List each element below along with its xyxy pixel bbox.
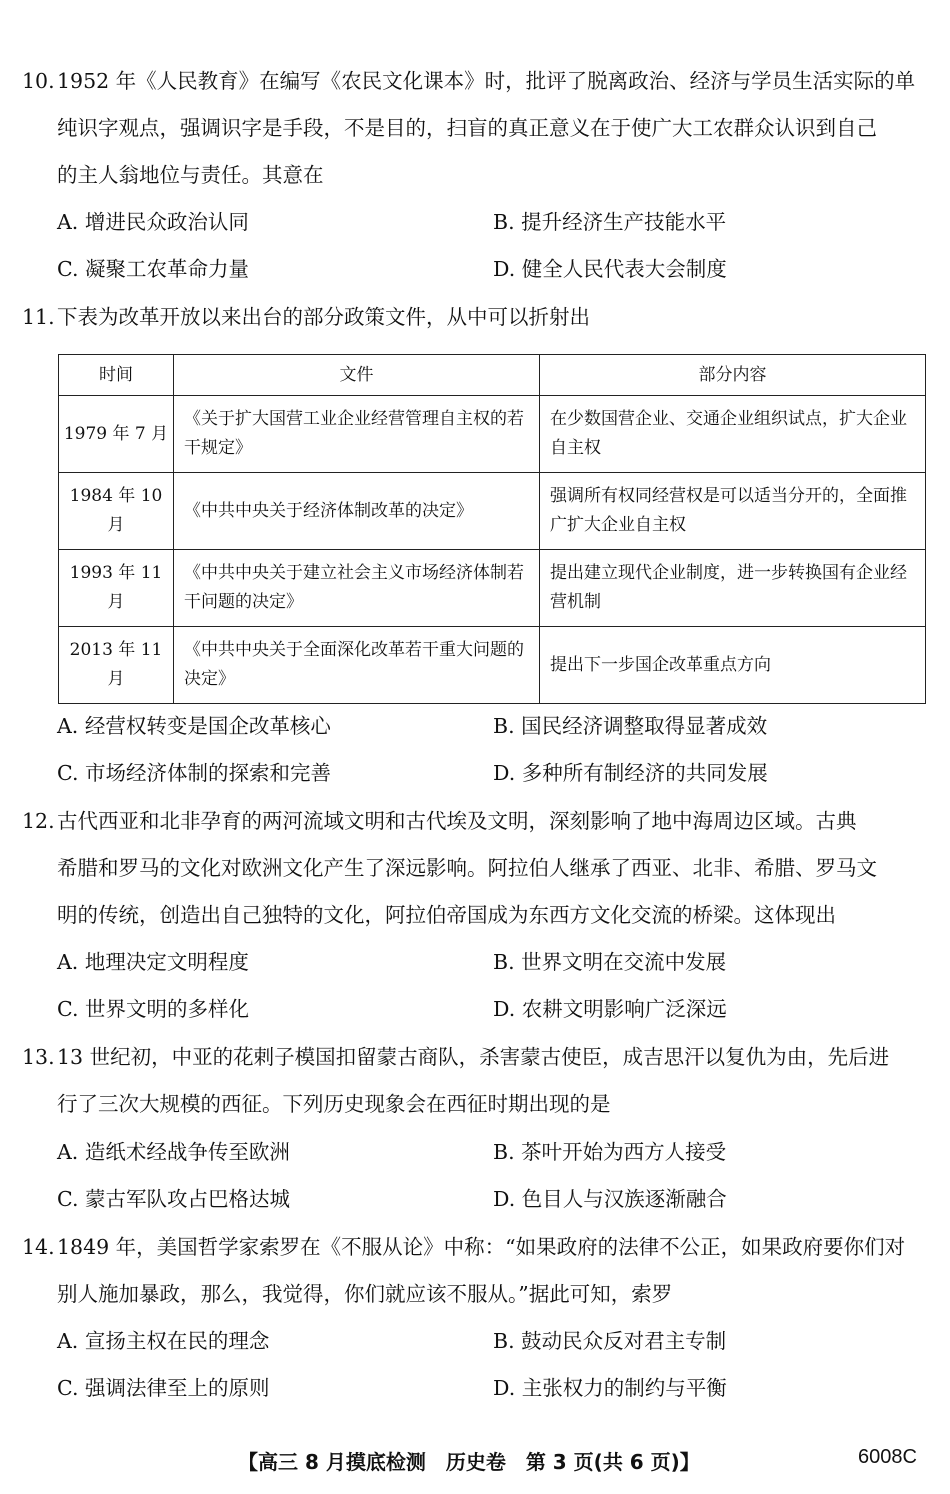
document-cell: 《中共中央关于经济体制改革的决定》 bbox=[174, 473, 540, 550]
content-cell: 提出下一步国企改革重点方向 bbox=[540, 627, 926, 704]
option-d[interactable]: D. 农耕文明影响广泛深远 bbox=[493, 997, 727, 1021]
document-cell: 《关于扩大国营工业企业经营管理自主权的若干规定》 bbox=[174, 396, 540, 473]
content-cell: 提出建立现代企业制度，进一步转换国有企业经营机制 bbox=[540, 550, 926, 627]
question-11-stem bbox=[22, 294, 934, 341]
option-a[interactable]: A. 造纸术经战争传至欧洲 bbox=[57, 1140, 290, 1164]
footer-exam-code: 6008C bbox=[858, 1446, 917, 1468]
option-c[interactable]: C. 市场经济体制的探索和完善 bbox=[57, 761, 331, 785]
question-13-stem bbox=[22, 1034, 934, 1128]
question-10-stem bbox=[22, 58, 934, 199]
time-cell: 1979 年 7 月 bbox=[59, 396, 174, 473]
option-d[interactable]: D. 健全人民代表大会制度 bbox=[493, 257, 727, 281]
question-number: 12. bbox=[22, 809, 55, 833]
table-header-row bbox=[59, 355, 926, 396]
question-text-line: 古代西亚和北非孕育的两河流域文明和古代埃及文明，深刻影响了地中海周边区域。古典 bbox=[57, 809, 857, 833]
question-text-line: 下表为改革开放以来出台的部分政策文件，从中可以折射出 bbox=[57, 305, 590, 329]
option-b[interactable]: B. 鼓动民众反对君主专制 bbox=[493, 1329, 727, 1353]
question-number: 10. bbox=[22, 69, 55, 93]
table-row bbox=[59, 473, 926, 550]
table-row bbox=[59, 550, 926, 627]
option-a[interactable]: A. 经营权转变是国企改革核心 bbox=[57, 714, 331, 738]
question-12-stem bbox=[22, 798, 934, 939]
question-text-line: 13 世纪初，中亚的花剌子模国扣留蒙古商队，杀害蒙古使臣，成吉思汗以复仇为由，先后进 bbox=[57, 1045, 890, 1069]
document-cell: 《中共中央关于全面深化改革若干重大问题的决定》 bbox=[174, 627, 540, 704]
question-text-line: 1952 年《人民教育》在编写《农民文化课本》时，批评了脱离政治、经济与学员生活实际的单 bbox=[57, 69, 916, 93]
time-cell: 1984 年 10 月 bbox=[59, 473, 174, 550]
option-b[interactable]: B. 国民经济调整取得显著成效 bbox=[493, 714, 768, 738]
footer-page-info: 【高三 8 月摸底检测 历史卷 第 3 页(共 6 页)】 bbox=[238, 1450, 700, 1474]
option-a[interactable]: A. 地理决定文明程度 bbox=[57, 950, 249, 974]
option-d[interactable]: D. 主张权力的制约与平衡 bbox=[493, 1376, 727, 1400]
option-d[interactable]: D. 色目人与汉族逐渐融合 bbox=[493, 1187, 727, 1211]
question-text-line: 希腊和罗马的文化对欧洲文化产生了深远影响。阿拉伯人继承了西亚、北非、希腊、罗马文 bbox=[57, 856, 877, 880]
option-b[interactable]: B. 茶叶开始为西方人接受 bbox=[493, 1140, 727, 1164]
option-c[interactable]: C. 蒙古军队攻占巴格达城 bbox=[57, 1187, 290, 1211]
content-cell: 在少数国营企业、交通企业组织试点，扩大企业自主权 bbox=[540, 396, 926, 473]
question-number: 14. bbox=[22, 1235, 55, 1259]
column-header: 时间 bbox=[59, 355, 174, 396]
question-text-line: 明的传统，创造出自己独特的文化，阿拉伯帝国成为东西方文化交流的桥梁。这体现出 bbox=[57, 903, 836, 927]
question-text-line: 纯识字观点，强调识字是手段，不是目的，扫盲的真正意义在于使广大工农群众认识到自己 bbox=[57, 116, 877, 140]
question-14-stem bbox=[22, 1224, 934, 1318]
column-header: 文件 bbox=[174, 355, 540, 396]
table-row bbox=[59, 627, 926, 704]
time-cell: 2013 年 11 月 bbox=[59, 627, 174, 704]
column-header: 部分内容 bbox=[540, 355, 926, 396]
question-text-line: 1849 年，美国哲学家索罗在《不服从论》中称：“如果政府的法律不公正，如果政府要你们对 bbox=[57, 1235, 906, 1259]
question-number: 13. bbox=[22, 1045, 55, 1069]
option-a[interactable]: A. 宣扬主权在民的理念 bbox=[57, 1329, 270, 1353]
question-text-line: 行了三次大规模的西征。下列历史现象会在西征时期出现的是 bbox=[57, 1092, 611, 1116]
option-b[interactable]: B. 提升经济生产技能水平 bbox=[493, 210, 727, 234]
table-row bbox=[59, 396, 926, 473]
option-c[interactable]: C. 强调法律至上的原则 bbox=[57, 1376, 270, 1400]
question-text-line: 的主人翁地位与责任。其意在 bbox=[57, 163, 324, 187]
option-b[interactable]: B. 世界文明在交流中发展 bbox=[493, 950, 727, 974]
option-c[interactable]: C. 凝聚工农革命力量 bbox=[57, 257, 249, 281]
option-a[interactable]: A. 增进民众政治认同 bbox=[57, 210, 249, 234]
document-cell: 《中共中央关于建立社会主义市场经济体制若干问题的决定》 bbox=[174, 550, 540, 627]
option-c[interactable]: C. 世界文明的多样化 bbox=[57, 997, 249, 1021]
content-cell: 强调所有权同经营权是可以适当分开的，全面推广扩大企业自主权 bbox=[540, 473, 926, 550]
question-number: 11. bbox=[22, 305, 55, 329]
question-text-line: 别人施加暴政，那么，我觉得，你们就应该不服从。”据此可知，索罗 bbox=[57, 1282, 673, 1306]
time-cell: 1993 年 11 月 bbox=[59, 550, 174, 627]
option-d[interactable]: D. 多种所有制经济的共同发展 bbox=[493, 761, 768, 785]
policy-table bbox=[58, 354, 926, 704]
